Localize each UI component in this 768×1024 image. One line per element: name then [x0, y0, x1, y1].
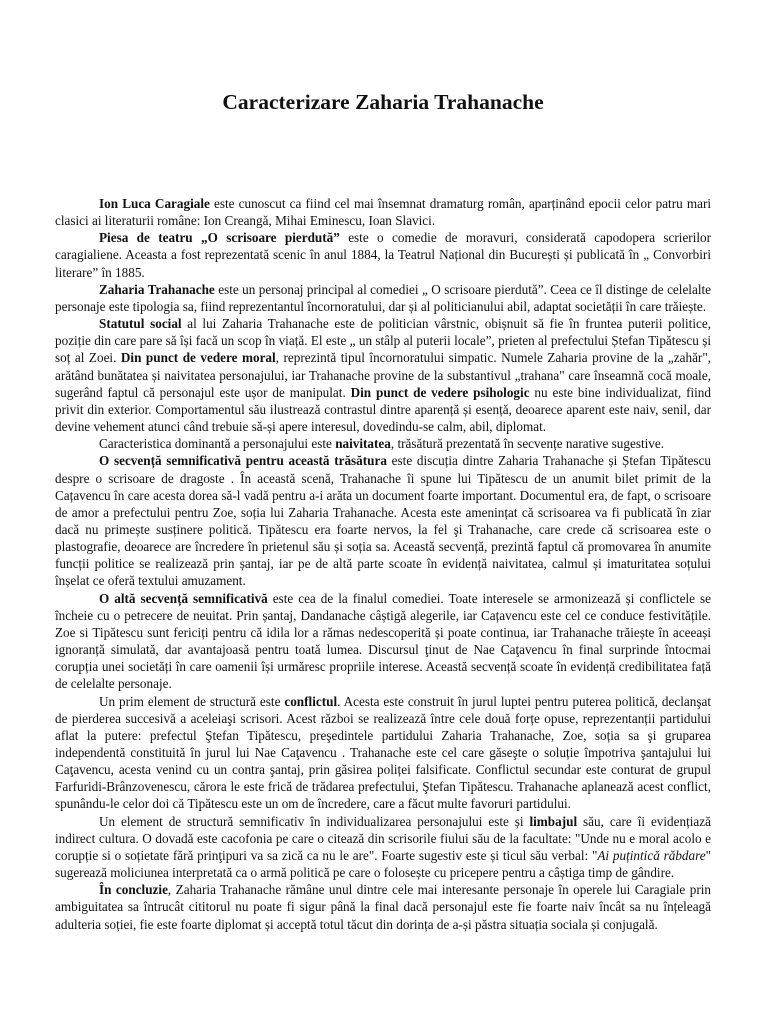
text-run: este cea de la finalul comediei. Toate interesele se armonizează și conflictele se încheie cu o petrecere de neuitat. Prin șantaj, Dandanache câștigă alegerile, iar Cațavencu este cel ce conduce festivitățile. Zoe si Tipătescu sunt fericiți pentru că idila lor a rămas nedescoperită și poate continua, iar Trahanache trăiește în aceeași ignoranță simulată, dar avantajoasă pentru toată lumea. Discursul ţinut de Nae Caţavencu în final surprinde întocmai corupția unei societăți în care oamenii își urmăresc propriile interese. Această secvență scoate în evidență credibilitatea față de celelalte personaje. [55, 590, 711, 692]
paragraph-8 [55, 693, 711, 813]
paragraph-10 [55, 881, 711, 932]
bold-phrase: Zaharia Trahanache [99, 281, 215, 297]
paragraph-6 [55, 452, 711, 589]
text-run: " sugerează moliciunea interpretată ca o armă politică pe care o folosește cu pricepere pentru a câștiga timp de gândire. [55, 847, 711, 881]
text-run: este discuția dintre Zaharia Trahanache și Ștefan Tipătescu despre o scrisoare de dragoste . În această scenă, Trahanache îi spune lui Tipătescu de un anumit bilet primit de la Cațavencu în care acesta dorea să-l vadă pentru a-i arăta un document foarte important. Documentul era, de fapt, o scrisoare de amor a prefectului pentru Zoe, soția lui Zaharia Trahanache. Acesta este amenințat că scrisoarea va fi publicată în ziar dacă nu primește susținere politică. Tipătescu era foarte nervos, la fel şi Trahanache, care crede că scrisoarea este o plastografie, deoarece are încredere în prietenul său și soția sa. Această secvență, prezintă faptul că promovarea în anumite funcții politice se realizează prin șantaj, iar pe de altă parte scoate în evidență naivitatea, calmul și imaturitatea soțului înșelat ce oferă textului amuzament. [55, 453, 711, 589]
paragraph-9 [55, 813, 711, 882]
document-body [55, 195, 711, 933]
bold-phrase: limbajul [529, 813, 578, 829]
bold-phrase: Piesa de teatru „O scrisoare pierdută” [99, 230, 340, 246]
text-run: este cunoscut ca fiind cel mai însemnat dramaturg român, aparținând epocii celor patru mari clasici ai literaturii române: Ion Creangă, Mihai Eminescu, Ioan Slavici. [55, 196, 711, 229]
paragraph-5 [55, 435, 711, 452]
paragraph-2 [55, 229, 711, 280]
italic-phrase: Ai puțintică răbdare [597, 847, 706, 863]
text-run: Un prim element de structură este [99, 693, 285, 709]
text-run: , trăsătură prezentată în secvențe narative sugestive. [390, 436, 665, 452]
paragraph-7 [55, 590, 711, 693]
text-run: Un element de structură semnificativ în individualizarea personajului este și [99, 813, 530, 829]
text-run: , Zaharia Trahanache rămâne unul dintre cele mai interesante personaje în operele lui Caragiale prin ambiguitatea sa întrucât cititorul nu poate fi sigur până la final dacă personajul este fie foarte naiv încât sa nu înțeleagă adulteria soției, fie este foarte diplomat și acceptă totul tăcut din dorința de a-și păstra situația sociala și conjugală. [55, 882, 711, 932]
text-run: al lui Zaharia Trahanache este de politician vârstnic, obișnuit să fie în fruntea puterii politice, poziție din care pare să își facă un scop în viață. El este „ un stâlp al puterii locale”, prieten al prefectului Ștefan Tipătescu și soț al Zoei. [55, 316, 711, 366]
bold-phrase: Din punct de vedere psihologic [350, 384, 530, 400]
text-run: , reprezintă tipul încornoratului simpatic. Numele Zaharia provine de la „zahăr", arătând bunătatea și naivitatea personajului, iar Trahanache provine de la substantivul „trahana" care înseamnă cocă moale, sugerând faptul că personajul este ușor de manipulat. [55, 350, 712, 400]
text-run: este un personaj principal al comediei „ O scrisoare pierdută”. Ceea ce îl distinge de celelalte personaje este tipologia sa, fiind reprezentantul încornoratului, dar și al politicianului abil, adaptat societății în care trăiește. [55, 281, 711, 314]
text-run: Caracteristica dominantă a personajului este [99, 436, 336, 452]
paragraph-1 [55, 195, 711, 229]
text-run: este o comedie de moravuri, considerată capodopera scrierilor caragialiene. Aceasta a fost reprezentată scenic în anul 1884, la Teatrul Național din București și publicată în „ Convorbiri literare” în 1885. [55, 230, 712, 280]
text-run: . Acesta este construit în jurul luptei pentru puterea politică, declanşat de pierderea succesivă a aceleiaşi scrisori. Acest război se realizează între cele două forțe opuse, reprezentanții partidului aflat la putere: prefectul Ştefan Tipătescu, preşedintele partidului Zaharia Trahanache, Zoe, soția sa şi gruparea independentă constituită în jurul lui Nae Caţavencu . Trahanache este cel care găseşte o soluție împotriva şantajului lui Caţavencu, acesta venind cu un contra şantaj, prin găsirea poliței falsificate. Conflictul secundar este conturat de grupul Farfuridi-Brânzovenescu, cărora le este frică de trădarea prefectului, Ştefan Tipătescu. Trahanache aplanează acest conflict, spunându-le celor doi că Tipătescu este un om de încredere, care a făcut multe favoruri partidului. [55, 693, 711, 812]
bold-phrase: Statutul social [99, 316, 182, 332]
text-run: nu este bine individualizat, fiind privit din exterior. Comportamentul său ilustrează contrastul dintre aparență și esență, deoarece aparent este naiv, senil, dar devine vehement atunci când trebuie să-și apere interesul, dovedindu-se calm, abil, diplomat. [55, 384, 711, 435]
bold-phrase: În concluzie [99, 882, 168, 898]
text-run: său, care îi evidențiază indirect cultura. O dovadă este cacofonia pe care o citează din scrisorile fiului său de la facultate: "Unde nu e moral acolo e corupție si o soțietate fără prinţipuri va sa zică ca nu le are". Foarte sugestiv este și ticul său verbal: " [55, 813, 711, 863]
bold-phrase: O secvență semnificativă pentru această trăsătura [99, 453, 387, 469]
bold-phrase: conflictul [284, 693, 338, 709]
bold-phrase: naivitatea [335, 436, 391, 452]
bold-phrase: Din punct de vedere moral [120, 350, 276, 366]
page-title: Caracterizare Zaharia Trahanache [222, 90, 544, 114]
bold-phrase: Ion Luca Caragiale [99, 196, 210, 211]
paragraph-4 [55, 315, 711, 435]
paragraph-3 [55, 281, 711, 315]
bold-phrase: O altă secvență semnificativă [99, 590, 268, 606]
